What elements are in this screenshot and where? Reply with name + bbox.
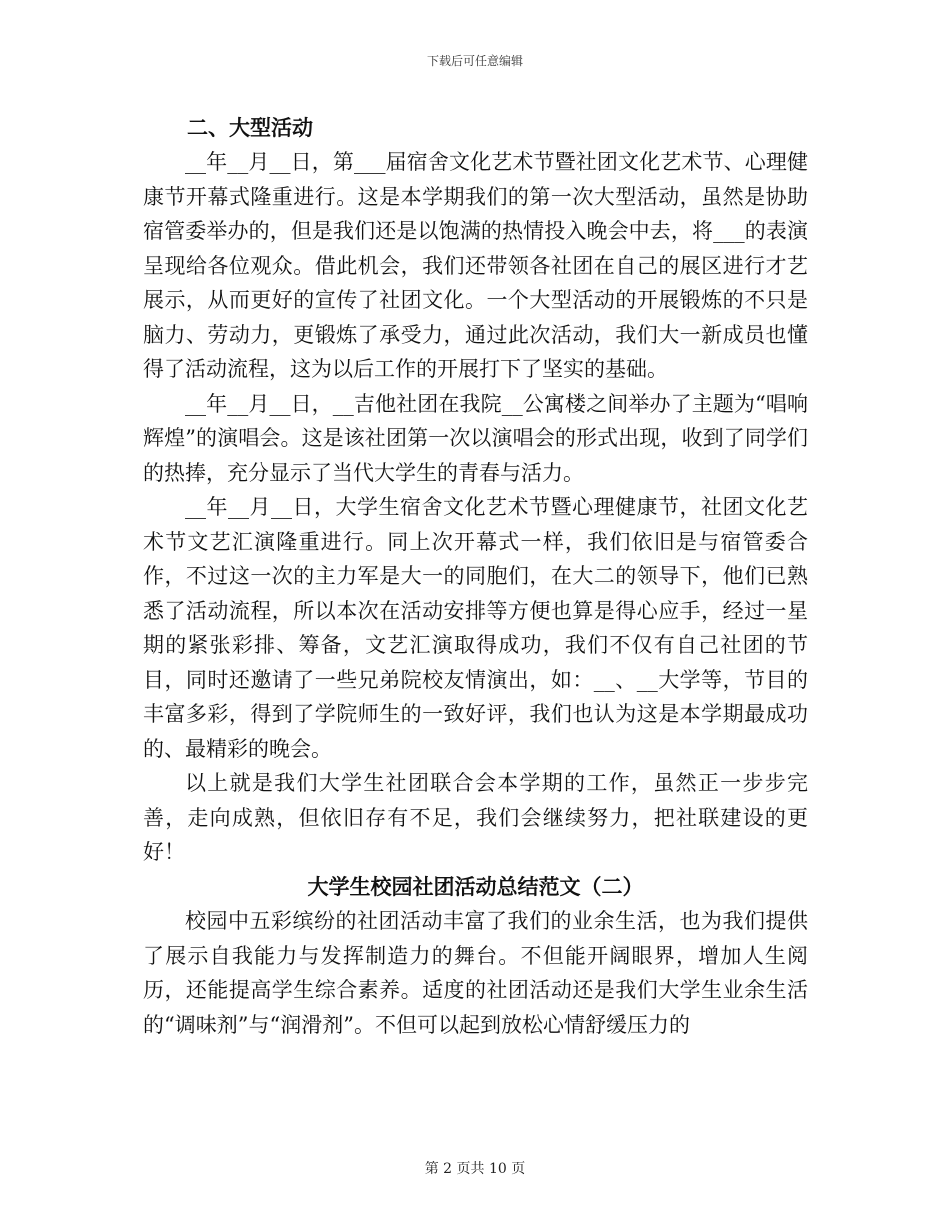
document-body — [143, 111, 808, 1042]
paragraph-guitar-concert: __年__月__日，__吉他社团在我院__公寓楼之间举办了主题为“唱响辉煌”的演唱会。这是该社团第一次以演唱会的形式出现，收到了同学们的热捧，充分显示了当代大学生的青春与活力。 — [143, 391, 808, 485]
paragraph-intro: 校园中五彩缤纷的社团活动丰富了我们的业余生活，也为我们提供了展示自我能力与发挥制造力的舞台。不但能开阔眼界，增加人生阅历，还能提高学生综合素养。适度的社团活动还是我们大学生业余生活的“调味剂”与“润滑剂”。不但可以起到放松心情舒缓压力的 — [143, 909, 808, 1037]
paragraph-art-performance: __年__月__日，大学生宿舍文化艺术节暨心理健康节，社团文化艺术节文艺汇演隆重进行。同上次开幕式一样，我们依旧是与宿管委合作，不过这一次的主力军是大一的同胞们，在大二的领导下，他们已熟悉了活动流程，所以本次在活动安排等方便也算是得心应手，经过一星期的紧张彩排、筹备，文艺汇演取得成功，我们不仅有自己社团的节目，同时还邀请了一些兄弟院校友情演出，如：__、__大学等，节目的丰富多彩，得到了学院师生的一致好评，我们也认为这是本学期最成功的、最精彩的晚会。 — [143, 495, 808, 761]
page-header: 下载后可任意编辑 — [426, 54, 523, 68]
document-title: 大学生校园社团活动总结范文（二） — [307, 874, 644, 899]
paragraph-opening-ceremony: __年__月__日，第___届宿舍文化艺术节暨社团文化艺术节、心理健康节开幕式隆重进行。这是本学期我们的第一次大型活动，虽然是协助宿管委举办的，但是我们还是以饱满的热情投入晚会中去，将___的表演呈现给各位观众。借此机会，我们还带领各社团在自己的展区进行才艺展示，从而更好的宣传了社团文化。一个大型活动的开展锻炼的不只是脑力、劳动力，更锻炼了承受力，通过此次活动，我们大一新成员也懂得了活动流程，这为以后工作的开展打下了坚实的基础。 — [143, 150, 808, 381]
paragraph-conclusion: 以上就是我们大学生社团联合会本学期的工作，虽然正一步步完善，走向成熟，但依旧存有不足，我们会继续努力，把社联建设的更好！ — [143, 771, 808, 864]
section-heading: 二、大型活动 — [187, 116, 313, 140]
page-number: 第 2 页共 10 页 — [424, 1161, 526, 1177]
